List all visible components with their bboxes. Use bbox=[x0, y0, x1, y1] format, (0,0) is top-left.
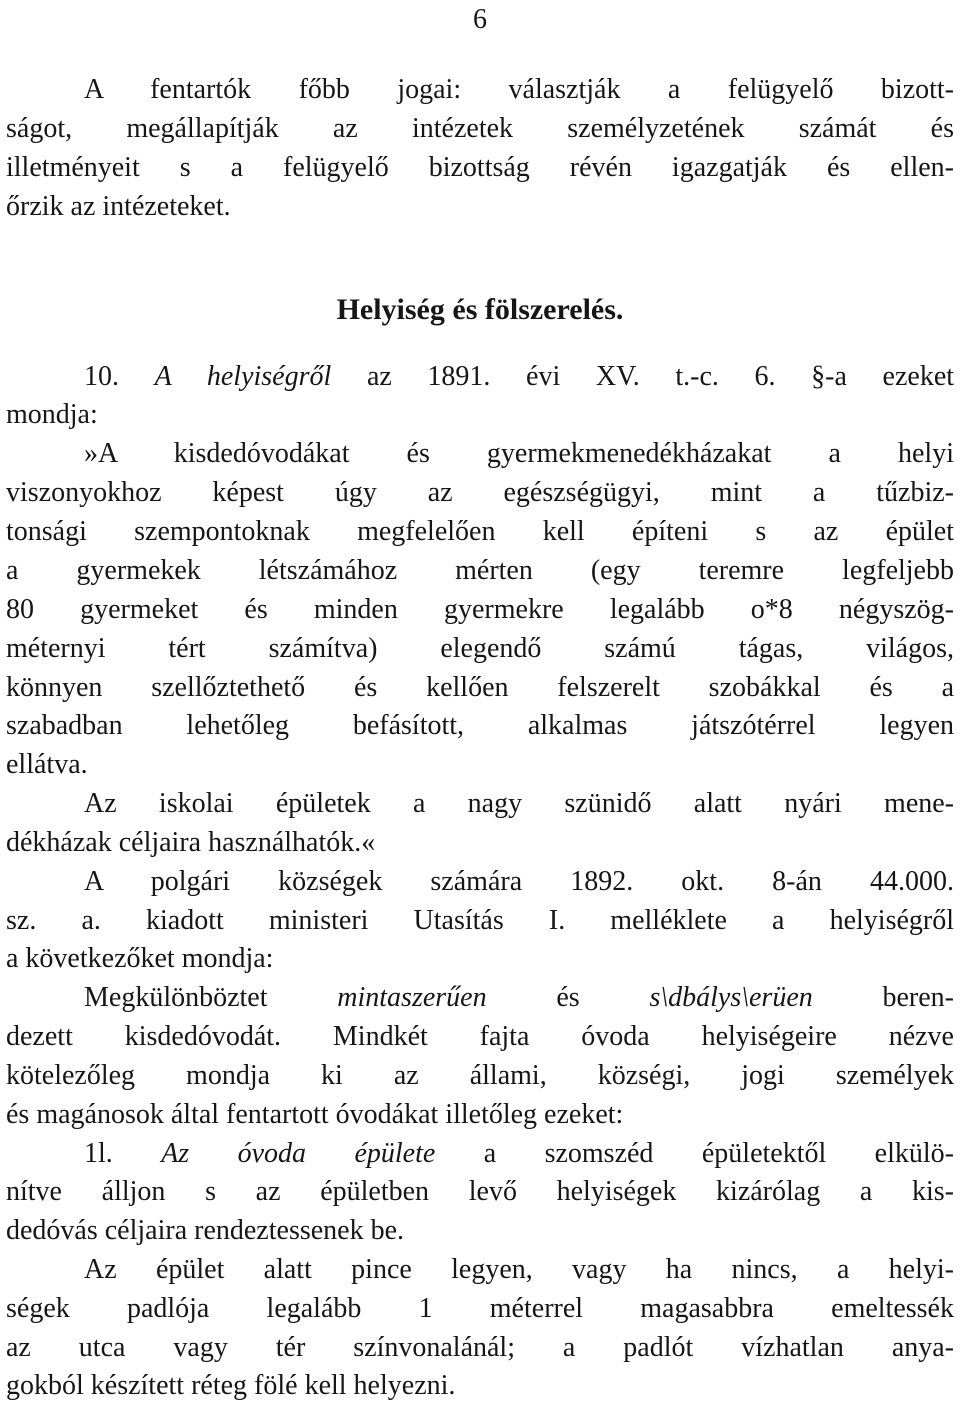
text-line: gokból készített réteg fölé kell helyezni. bbox=[6, 1370, 456, 1401]
text-line: az utca vagy tér színvonalánál; a padlót vízhatlan anya- bbox=[6, 1332, 954, 1363]
italic-phrase: mintaszerűen bbox=[337, 982, 487, 1013]
text-line: ellátva. bbox=[6, 749, 88, 780]
item-number: 10. bbox=[84, 361, 119, 392]
italic-phrase: Az óvoda épülete bbox=[161, 1138, 436, 1169]
text-line: ságot, megállapítják az intézetek személyzetének számát és bbox=[6, 113, 954, 144]
text-line: a következőket mondja: bbox=[6, 943, 274, 974]
text-line: Az épület alatt pince legyen, vagy ha nincs, a helyi- bbox=[84, 1254, 954, 1285]
text-segment: és bbox=[556, 982, 580, 1013]
section-heading: Helyiség és fölszerelés. bbox=[336, 293, 624, 326]
text-line: mondja: bbox=[6, 399, 98, 430]
text-line: méternyi tért számítva) elegendő számú tágas, világos, bbox=[6, 633, 954, 664]
text-line: A fentartók főbb jogai: választják a felügyelő bizott- bbox=[84, 74, 954, 105]
text-line: illetményeit s a felügyelő bizottság révén igazgatják és ellen- bbox=[6, 152, 954, 183]
text-line: dedóvás céljaira rendeztessenek be. bbox=[6, 1215, 405, 1246]
text-line: dékházak céljaira használhatók.« bbox=[6, 827, 376, 858]
page-number: 6 bbox=[473, 4, 487, 35]
text-line bbox=[84, 359, 954, 395]
text-segment: beren- bbox=[882, 982, 954, 1013]
text-segment: a szomszéd épületektől elkülö- bbox=[483, 1138, 954, 1169]
text-line: Az iskolai épületek a nagy szünidő alatt nyári mene- bbox=[84, 788, 954, 819]
text-line: 80 gyermeket és minden gyermekre legalább o*8 négyszög- bbox=[6, 594, 954, 625]
item-number: 1l. bbox=[84, 1138, 113, 1169]
italic-phrase: s\dbálys\erüen bbox=[649, 982, 813, 1013]
text-line: a gyermekek létszámához mérten (egy teremre legfeljebb bbox=[6, 555, 954, 586]
text-line: őrzik az intézeteket. bbox=[6, 191, 231, 222]
text-line: nítve álljon s az épületben levő helyiségek kizárólag a kis- bbox=[6, 1176, 954, 1207]
text-line: könnyen szellőztethető és kellően felszerelt szobákkal és a bbox=[6, 672, 954, 703]
text-line: A polgári községek számára 1892. okt. 8-án 44.000. bbox=[84, 866, 954, 897]
text-line: »A kisdedóvodákat és gyermekmenedékházakat a helyi bbox=[84, 438, 954, 469]
text-line: és magánosok által fentartott óvodákat illetőleg ezeket: bbox=[6, 1099, 624, 1130]
italic-phrase: A helyiségről bbox=[154, 361, 332, 392]
text-line bbox=[84, 1136, 954, 1172]
text-line bbox=[84, 980, 954, 1016]
text-line: szabadban lehetőleg befásított, alkalmas játszótérrel legyen bbox=[6, 710, 954, 741]
text-line: ségek padlója legalább 1 méterrel magasabbra emeltessék bbox=[6, 1293, 954, 1324]
text-segment: az 1891. évi XV. t.-c. 6. §-a ezeket bbox=[366, 361, 954, 392]
text-segment: Megkülönböztet bbox=[84, 982, 268, 1013]
text-line: kötelezőleg mondja ki az állami, községi, jogi személyek bbox=[6, 1060, 954, 1091]
text-line: dezett kisdedóvodát. Mindkét fajta óvoda helyiségeire nézve bbox=[6, 1021, 954, 1052]
text-line: sz. a. kiadott ministeri Utasítás I. melléklete a helyiségről bbox=[6, 905, 954, 936]
text-line: viszonyokhoz képest úgy az egészségügyi, mint a tűzbiz- bbox=[6, 477, 954, 508]
text-line: tonsági szempontoknak megfelelően kell építeni s az épület bbox=[6, 516, 954, 547]
